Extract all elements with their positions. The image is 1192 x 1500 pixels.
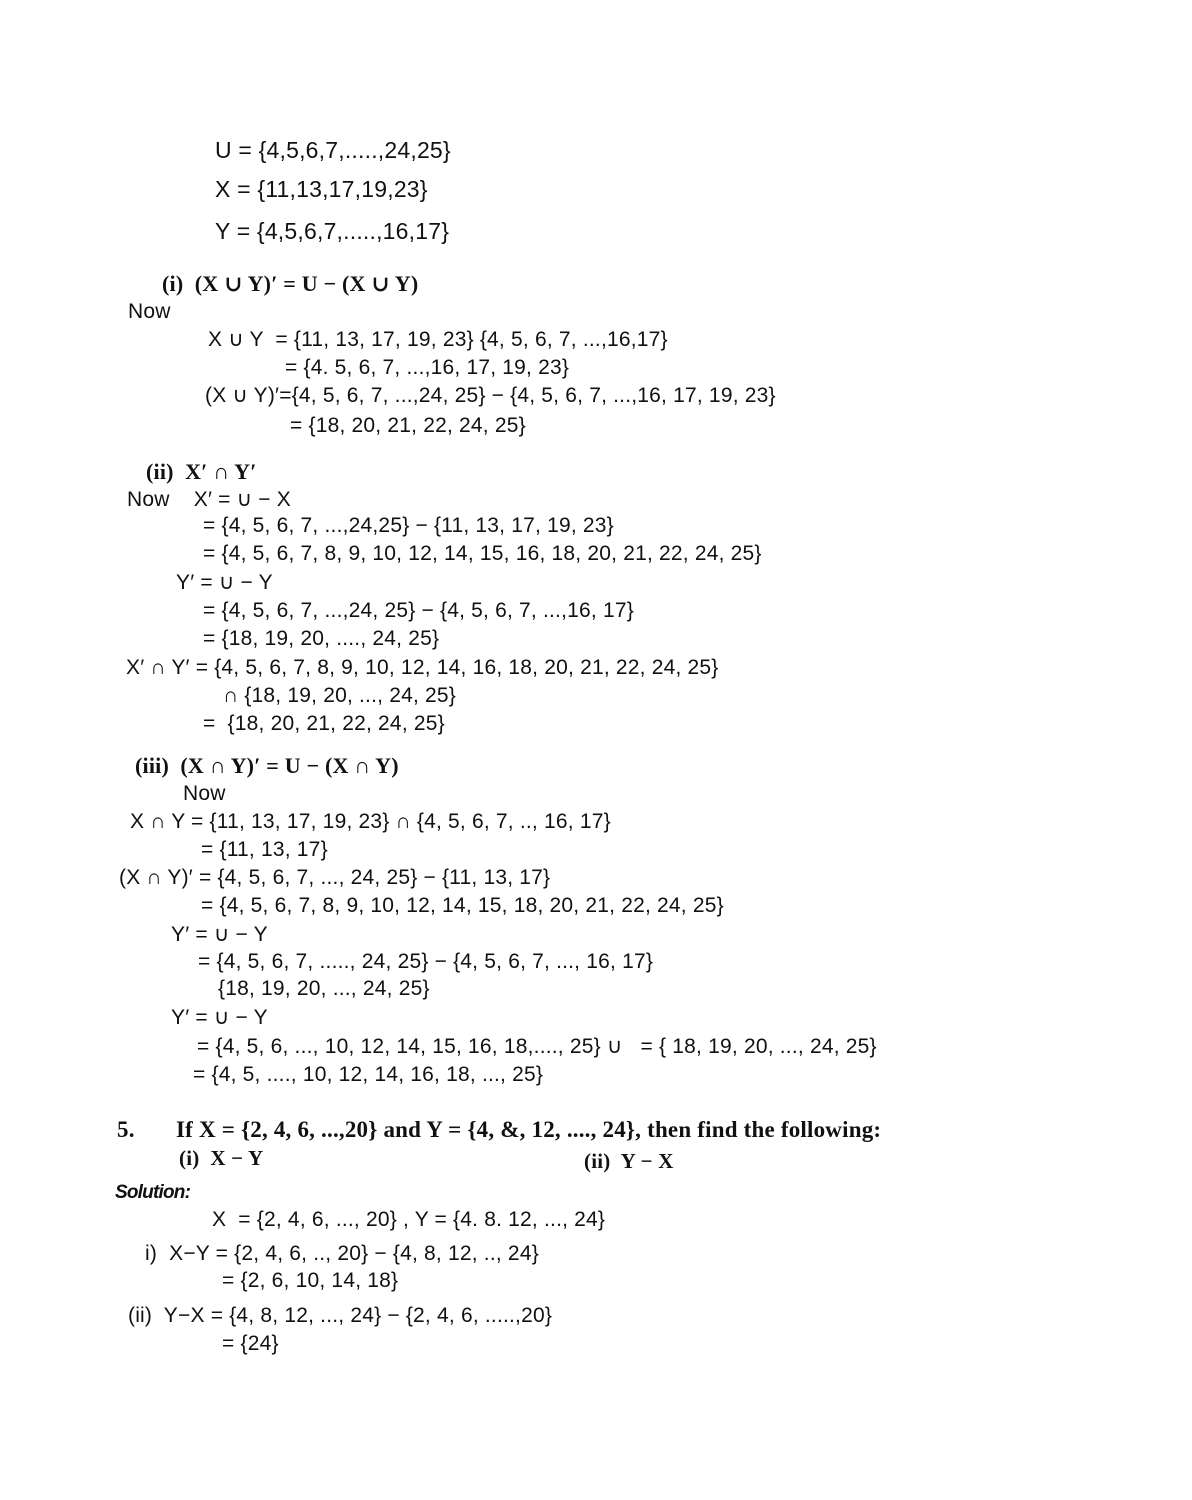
part-iii-line: = {4, 5, 6, 7, 8, 9, 10, 12, 14, 15, 18, 20, 21, 22, 24, 25} (201, 894, 724, 917)
part-ii-line: = {4, 5, 6, 7, ...,24,25} − {11, 13, 17, 19, 23} (203, 514, 614, 537)
part-iii-now: Now (183, 782, 226, 805)
solution-line: = {24} (222, 1332, 279, 1355)
part-iii-line: {18, 19, 20, ..., 24, 25} (218, 977, 430, 1000)
part-iii-line: = {11, 13, 17} (201, 838, 328, 861)
part-iii-heading: (iii) (X ∩ Y)′ = U − (X ∩ Y) (135, 753, 399, 778)
part-ii-line: X′ ∩ Y′ = {4, 5, 6, 7, 8, 9, 10, 12, 14, 16, 18, 20, 21, 22, 24, 25} (126, 656, 719, 679)
part-ii-line: Y′ = ∪ − Y (176, 571, 273, 594)
question-sub-i: (i) X − Y (179, 1146, 264, 1170)
part-i-now: Now (128, 300, 171, 323)
part-ii-now-line: Now X′ = ∪ − X (127, 488, 291, 511)
part-ii-line: = {4, 5, 6, 7, 8, 9, 10, 12, 14, 15, 16, 18, 20, 21, 22, 24, 25} (203, 542, 762, 565)
question-sub-ii: (ii) Y − X (584, 1149, 674, 1173)
question-number: 5. (117, 1117, 135, 1142)
part-iii-line: X ∩ Y = {11, 13, 17, 19, 23} ∩ {4, 5, 6, 7, .., 16, 17} (130, 810, 611, 833)
part-iii-line: (X ∩ Y)′ = {4, 5, 6, 7, ..., 24, 25} − {11, 13, 17} (119, 866, 551, 889)
part-ii-line: = {18, 20, 21, 22, 24, 25} (203, 712, 445, 735)
set-u-definition: U = {4,5,6,7,.....,24,25} (215, 137, 451, 163)
part-ii-line: ∩ {18, 19, 20, ..., 24, 25} (223, 684, 456, 707)
solution-line: i) X−Y = {2, 4, 6, .., 20} − {4, 8, 12, .., 24} (145, 1242, 539, 1265)
set-x-definition: X = {11,13,17,19,23} (215, 176, 428, 202)
solution-line: X = {2, 4, 6, ..., 20} , Y = {4. 8. 12, ..., 24} (212, 1208, 606, 1231)
part-iii-line: Y′ = ∪ − Y (171, 923, 268, 946)
solution-line: (ii) Y−X = {4, 8, 12, ..., 24} − {2, 4, 6, .....,20} (128, 1304, 553, 1327)
part-iii-line: = {4, 5, 6, ..., 10, 12, 14, 15, 16, 18,...., 25} ∪ = { 18, 19, 20, ..., 24, 25} (197, 1035, 877, 1058)
part-i-heading: (i) (X ∪ Y)′ = U − (X ∪ Y) (162, 271, 419, 296)
solution-line: = {2, 6, 10, 14, 18} (222, 1269, 399, 1292)
part-iii-line: = {4, 5, ...., 10, 12, 14, 16, 18, ..., 25} (193, 1063, 544, 1086)
part-i-line: = {18, 20, 21, 22, 24, 25} (290, 414, 526, 437)
part-iii-line: = {4, 5, 6, 7, ....., 24, 25} − {4, 5, 6, 7, ..., 16, 17} (198, 950, 654, 973)
set-y-definition: Y = {4,5,6,7,.....,16,17} (215, 218, 450, 244)
part-ii-line: = {18, 19, 20, ...., 24, 25} (203, 627, 440, 650)
part-i-line: = {4. 5, 6, 7, ...,16, 17, 19, 23} (285, 356, 570, 379)
question-text: If X = {2, 4, 6, ...,20} and Y = {4, &, 12, ...., 24}, then find the following: (176, 1117, 882, 1142)
solution-label: Solution: (115, 1182, 191, 1203)
part-iii-line: Y′ = ∪ − Y (171, 1006, 268, 1029)
part-ii-heading: (ii) X′ ∩ Y′ (146, 459, 257, 484)
part-i-line: X ∪ Y = {11, 13, 17, 19, 23} {4, 5, 6, 7, ...,16,17} (208, 328, 668, 351)
part-ii-line: = {4, 5, 6, 7, ...,24, 25} − {4, 5, 6, 7, ...,16, 17} (203, 599, 634, 622)
part-i-line: (X ∪ Y)′={4, 5, 6, 7, ...,24, 25} − {4, 5, 6, 7, ...,16, 17, 19, 23} (205, 384, 776, 407)
